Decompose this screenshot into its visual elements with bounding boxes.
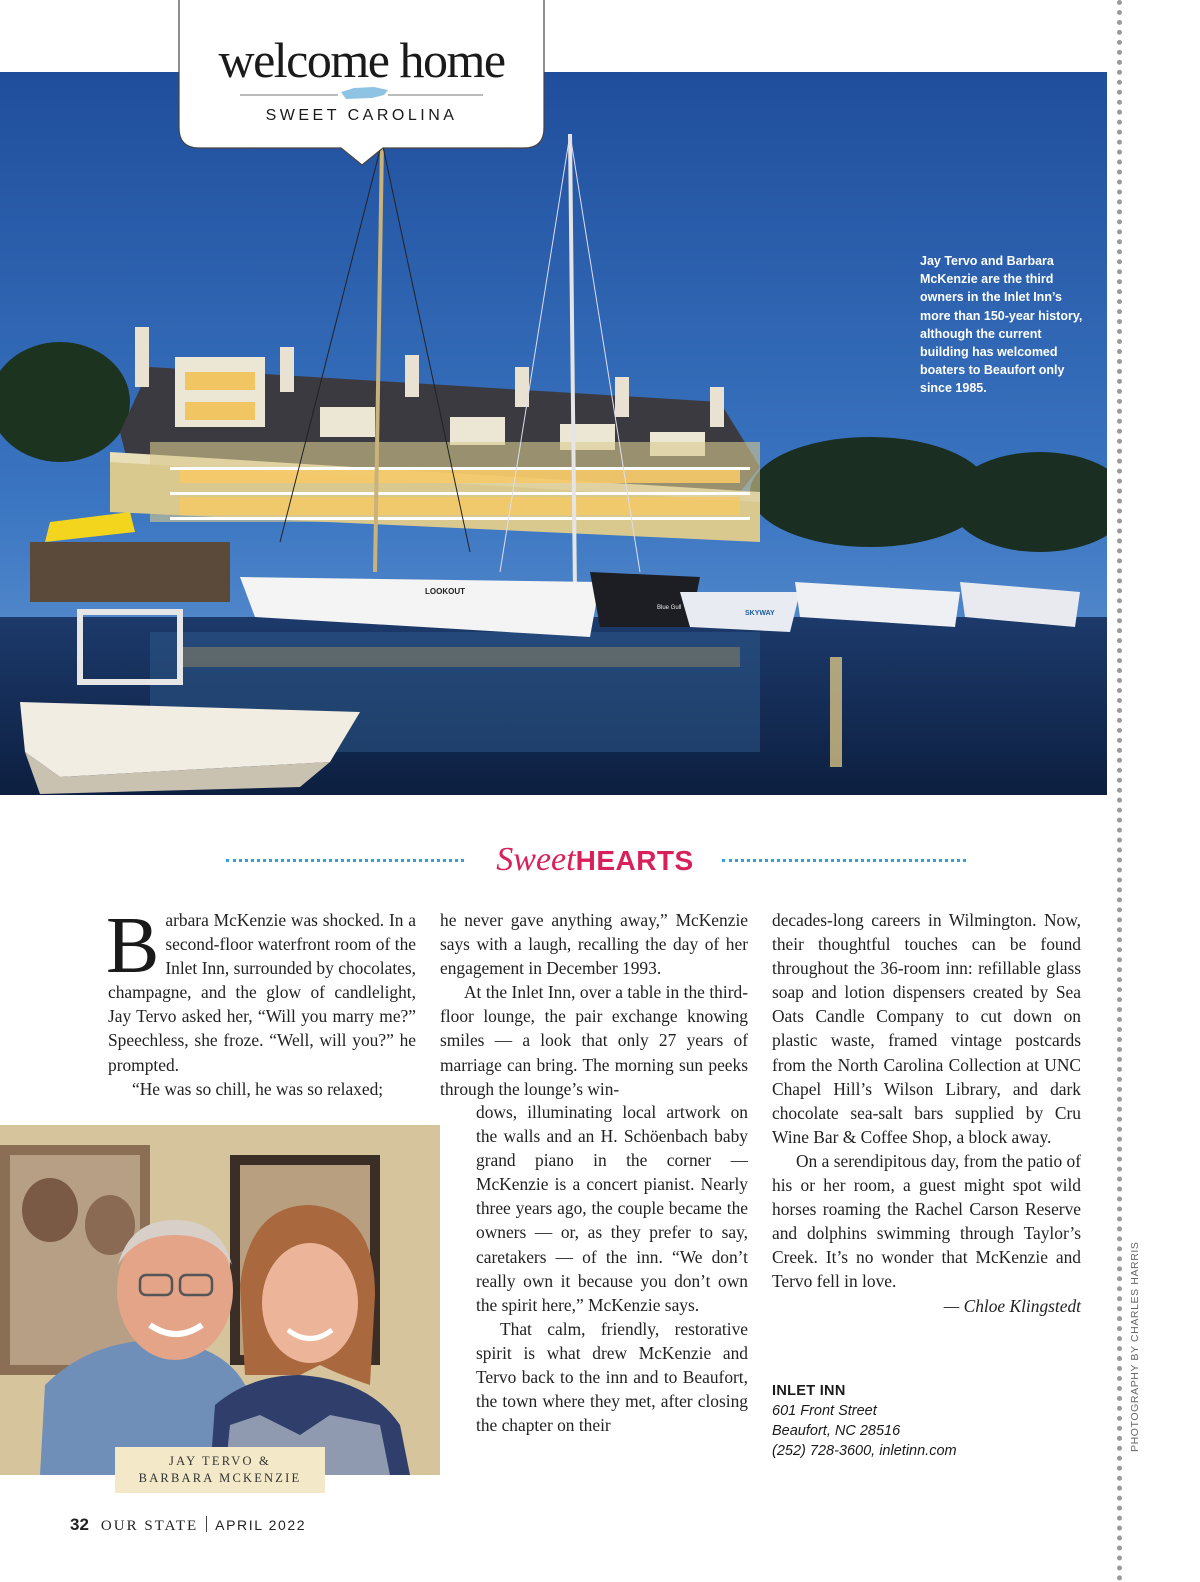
article-column-3 xyxy=(772,908,1081,1318)
boat-label-lookout: LOOKOUT xyxy=(425,587,465,596)
portrait-caption-line-1: JAY TERVO & xyxy=(169,1454,271,1468)
section-heading-bold: HEARTS xyxy=(575,845,694,876)
page-folio xyxy=(70,1514,306,1536)
boat-label-skyway: SKYWAY xyxy=(745,610,775,617)
heading-divider-right xyxy=(722,859,966,862)
business-address-city: Beaufort, NC 28516 xyxy=(772,1423,901,1439)
business-address-street: 601 Front Street xyxy=(772,1403,877,1419)
business-name: INLET INN xyxy=(772,1383,846,1399)
section-badge xyxy=(178,0,545,166)
article-paragraph: decades-long careers in Wilmington. Now, their thoughtful touches can be found throughout the 36-room inn: refillable glass soap and lotion dispensers created by Sea Oats Candle Company to cut down on plastic waste, framed vintage postcards from the North Carolina Collection at UNC Chapel Hill’s Wilson Library, and dark chocolate sea-salt bars supplied by Cru Wine Bar & Coffee Shop, a block away. xyxy=(772,910,1081,1147)
article-column-2-top xyxy=(440,908,748,1101)
page-number: 32 xyxy=(70,1515,89,1534)
page-subtitle: SWEET CAROLINA xyxy=(265,107,458,124)
heading-divider-left xyxy=(226,859,464,862)
portrait-caption-line-2: BARBARA MCKENZIE xyxy=(138,1471,302,1485)
drop-cap: B xyxy=(106,902,160,990)
folio-divider xyxy=(206,1516,207,1532)
magazine-name: OUR STATE xyxy=(100,1518,199,1534)
page-title: welcome home xyxy=(218,32,505,88)
hero-photo xyxy=(0,72,1107,795)
portrait-caption xyxy=(115,1447,325,1493)
issue-date: APRIL 2022 xyxy=(215,1517,307,1533)
article-paragraph: On a serendipitous day, from the patio of his or her room, a guest might spot wild horses roaming the Rachel Carson Reserve and dolphins swimming through Taylor’s Creek. It’s no wonder that McKenzie and Tervo fell in love. xyxy=(772,1150,1081,1292)
portrait-photo xyxy=(0,1125,440,1475)
article-paragraph: dows, illuminating local artwork on the walls and an H. Schöenbach baby grand piano in the corner — McKenzie is a concert pianist. Nearly three years ago, the couple became the owners — or, as they prefer to say, caretakers — of the inn. “We don’t really own it because you don’t own the spirit here,” McKenzie says. xyxy=(476,1102,748,1315)
photo-credit: PHOTOGRAPHY BY CHARLES HARRIS xyxy=(1129,1241,1141,1452)
article-paragraph: “He was so chill, he was so relaxed; xyxy=(132,1078,384,1099)
section-heading-script: Sweet xyxy=(496,841,576,878)
owners-portrait-image xyxy=(0,1125,440,1475)
article-column-2-bottom xyxy=(476,1100,748,1437)
article-text: arbara McKenzie was shocked. In a second-floor waterfront room of the Inlet Inn, surrounded by chocolates, champagne, and the glow of candlelight, Jay Tervo asked her, “Will you marry me?” Speechless, she froze. “Well, will you?” he prompted. xyxy=(108,910,416,1075)
article-paragraph: he never gave anything away,” McKenzie says with a laugh, recalling the day of her engagement in December 1993. xyxy=(440,910,748,979)
hero-caption: Jay Tervo and Barbara McKenzie are the third owners in the Inlet Inn’s more than 150-year history, although the current building has welcomed boaters to Beaufort only since 1985. xyxy=(920,254,1083,396)
page-edge-divider xyxy=(1117,0,1122,1582)
article-paragraph xyxy=(106,902,416,1077)
business-contact: (252) 728-3600, inletinn.com xyxy=(772,1443,957,1459)
business-info xyxy=(772,1381,1092,1461)
boat-label-blue-gull: Blue Gull xyxy=(657,605,682,611)
article-column-1 xyxy=(106,902,416,1101)
inlet-inn-marina-image xyxy=(0,72,1107,795)
article-paragraph: At the Inlet Inn, over a table in the third-floor lounge, the pair exchange knowing smiles — a look that only 27 years of marriage can bring. The morning sun peeks through the lounge’s win- xyxy=(440,982,748,1099)
byline: — Chloe Klingstedt xyxy=(943,1295,1081,1316)
section-heading xyxy=(470,838,720,888)
article-paragraph: That calm, friendly, restorative spirit is what drew McKenzie and Tervo back to the inn and to Beaufort, the town where they met, after closing the chapter on their xyxy=(476,1318,748,1436)
